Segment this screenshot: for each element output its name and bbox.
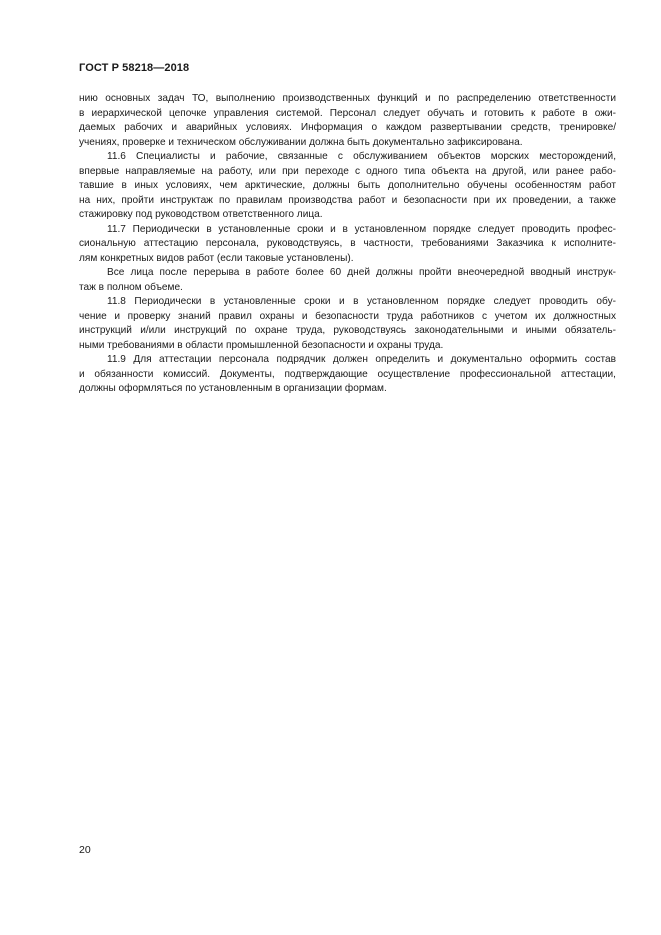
text-line: даемых рабочих и аварийных условиях. Информация о каждом развертывании средств, тренировке/ xyxy=(79,122,616,133)
paragraph-11-7 xyxy=(79,223,616,267)
text-line: ными требованиями в области промышленной безопасности и охраны труда. xyxy=(79,339,444,351)
text-line: и обязанности комиссий. Документы, подтверждающие осуществление профессиональной аттестации, xyxy=(79,368,616,380)
text-line: инструкций и/или инструкций по охране труда, руководствуясь законодательными и иными обязатель- xyxy=(79,325,616,336)
page-number: 20 xyxy=(79,844,91,856)
text-line: на них, пройти инструктаж по правилам производства работ и безопасности при их проведении, а также xyxy=(79,194,616,206)
paragraph-continuation xyxy=(79,92,616,150)
text-line: 11.9 Для аттестации персонала подрядчик должен определить и документально оформить состав xyxy=(107,354,616,365)
text-line: нию основных задач ТО, выполнению производственных функций и по распределению ответственности xyxy=(79,93,616,104)
text-line: тавшие в иных условиях, чем арктические, должны быть дополнительно обучены особенностям работ xyxy=(79,180,616,191)
text-line: 11.6 Специалисты и рабочие, связанные с обслуживанием объектов морских месторождений, xyxy=(107,151,616,162)
text-line: 11.7 Периодически в установленные сроки и в установленном порядке следует проводить профес- xyxy=(107,223,616,235)
text-line: в иерархической цепочке управления системой. Персонал следует обучать и готовить к работе в ожи- xyxy=(79,107,616,119)
text-line: 11.8 Периодически в установленные сроки и в установленном порядке следует проводить обу- xyxy=(107,296,616,307)
paragraph-11-9 xyxy=(79,353,616,397)
paragraph-11-7-continuation xyxy=(79,266,616,295)
text-line: чение и проверку знаний правил охраны и безопасности труда работников с учетом их должностных xyxy=(79,310,616,322)
document-body xyxy=(79,92,616,397)
text-line: должны оформляться по установленным в организации формам. xyxy=(79,383,387,394)
text-line: учениях, проверке и техническом обслуживании должна быть документально зафиксирована. xyxy=(79,136,523,148)
text-line: Все лица после перерыва в работе более 60 дней должны пройти внеочередной вводный инструк- xyxy=(107,267,616,278)
paragraph-11-6 xyxy=(79,150,616,223)
paragraph-11-8 xyxy=(79,295,616,353)
text-line: впервые направляемые на работу, или при переходе с одного типа объекта на другой, или ранее рабо- xyxy=(79,165,616,177)
text-line: сиональную аттестацию персонала, руководствуясь, в частности, требованиями Заказчика к исполните- xyxy=(79,238,616,249)
text-line: стажировку под руководством ответственного лица. xyxy=(79,209,323,220)
standard-number-header: ГОСТ Р 58218—2018 xyxy=(79,62,190,74)
text-line: таж в полном объеме. xyxy=(79,281,183,293)
text-line: лям конкретных видов работ (если таковые установлены). xyxy=(79,252,354,264)
